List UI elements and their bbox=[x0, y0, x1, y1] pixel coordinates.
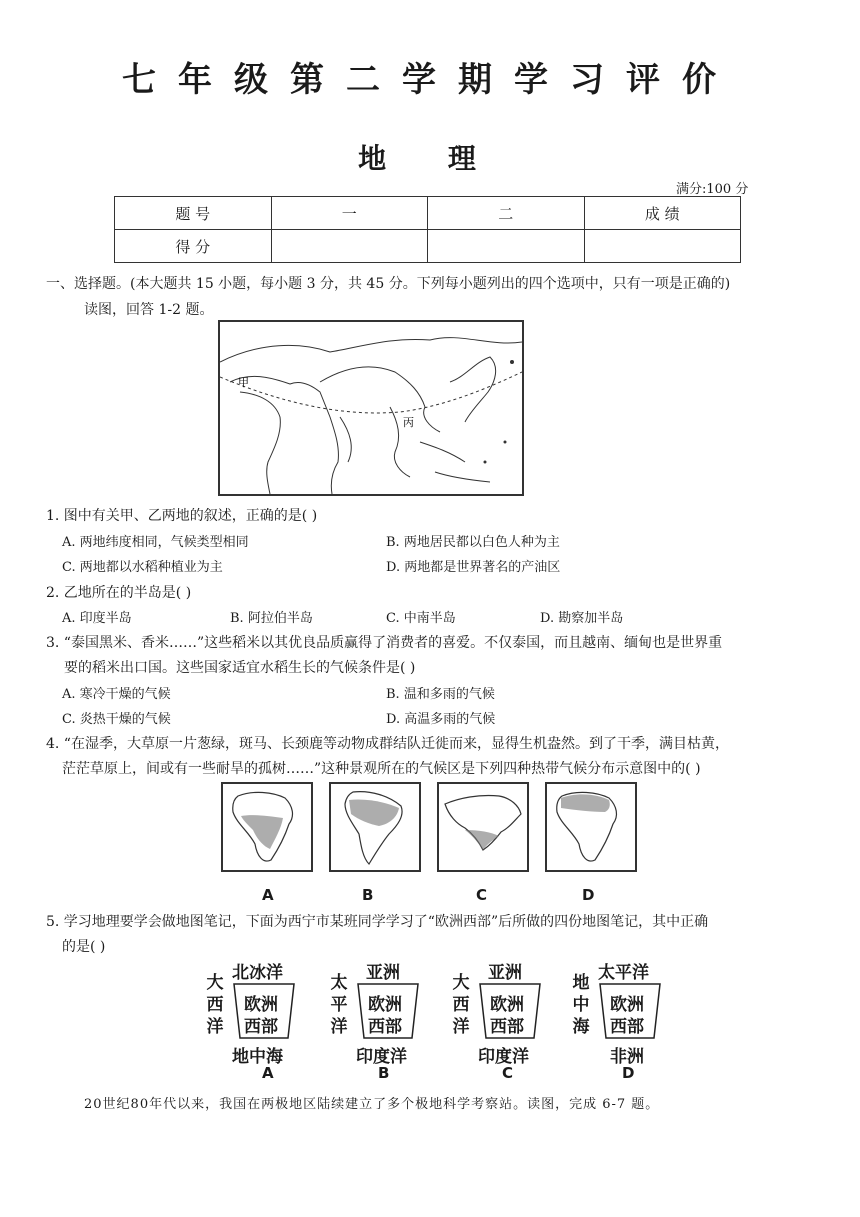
q5-stem-line2: 的是( ) bbox=[62, 939, 106, 955]
q2-option-b[interactable]: B. 阿拉伯半岛 bbox=[230, 611, 313, 626]
note-d-top: 太平洋 bbox=[598, 963, 649, 983]
note-c-center1: 欧洲 bbox=[490, 995, 524, 1015]
note-b-side: 太平洋 bbox=[330, 973, 348, 1037]
note-d-center2: 西部 bbox=[610, 1017, 644, 1037]
score-input-cell[interactable] bbox=[584, 230, 741, 263]
map-label-yi: 丙 bbox=[403, 416, 414, 429]
q2-stem: 2. 乙地所在的半岛是( ) bbox=[46, 585, 192, 601]
map-note-c bbox=[452, 958, 548, 1086]
note-c-center2: 西部 bbox=[490, 1017, 524, 1037]
q2-option-d[interactable]: D. 勘察加半岛 bbox=[540, 611, 624, 626]
q3-option-d[interactable]: D. 高温多雨的气候 bbox=[386, 712, 496, 727]
table-row bbox=[115, 230, 741, 263]
subject-title: 地 理 bbox=[358, 142, 502, 175]
table-row bbox=[115, 197, 741, 230]
asia-map-figure bbox=[220, 322, 522, 494]
note-a-label[interactable]: A bbox=[262, 1064, 274, 1082]
climate-map-c bbox=[437, 782, 529, 872]
note-b-bottom: 印度洋 bbox=[356, 1047, 407, 1067]
q1-option-b[interactable]: B. 两地居民都以白色人种为主 bbox=[386, 535, 560, 550]
note-b-center2: 西部 bbox=[368, 1017, 402, 1037]
climate-map-label-b[interactable]: B bbox=[362, 886, 374, 904]
q6-7-intro: 20世纪80年代以来，我国在两极地区陆续建立了多个极地科学考察站。读图，完成 6-7 题。 bbox=[84, 1097, 660, 1112]
q1-option-d[interactable]: D. 两地都是世界著名的产油区 bbox=[386, 560, 561, 575]
q3-option-b[interactable]: B. 温和多雨的气候 bbox=[386, 687, 495, 702]
note-c-side: 大西洋 bbox=[452, 973, 470, 1037]
full-score: 满分:100 分 bbox=[676, 182, 749, 197]
q5-stem-line1: 5. 学习地理要学会做地图笔记，下面为西宁市某班同学学习了“欧洲西部”后所做的四份地图笔记，其中正确 bbox=[46, 914, 709, 930]
note-a-center1: 欧洲 bbox=[244, 995, 278, 1015]
read-map-instruction: 读图，回答 1-2 题。 bbox=[84, 302, 214, 318]
q3-option-a[interactable]: A. 寒冷干燥的气候 bbox=[62, 687, 171, 702]
q1-stem: 1. 图中有关甲、乙两地的叙述，正确的是( ) bbox=[46, 508, 318, 524]
map-note-b bbox=[330, 958, 426, 1086]
q3-stem-line2: 要的稻米出口国。这些国家适宜水稻生长的气候条件是( ) bbox=[64, 660, 416, 676]
map-note-d bbox=[572, 958, 668, 1086]
climate-map-d bbox=[545, 782, 637, 872]
exam-title: 七年级第二学期学习评价 bbox=[122, 60, 738, 100]
note-c-label[interactable]: C bbox=[502, 1064, 514, 1082]
note-d-bottom: 非洲 bbox=[610, 1047, 644, 1067]
note-d-label[interactable]: D bbox=[622, 1064, 635, 1082]
note-a-center2: 西部 bbox=[244, 1017, 278, 1037]
table-cell: 题 号 bbox=[115, 197, 272, 230]
climate-map-label-a[interactable]: A bbox=[262, 886, 274, 904]
score-input-cell[interactable] bbox=[428, 230, 585, 263]
table-cell: 得 分 bbox=[115, 230, 272, 263]
q1-option-c[interactable]: C. 两地都以水稻种植业为主 bbox=[62, 560, 223, 575]
note-c-top: 亚洲 bbox=[488, 963, 522, 983]
note-d-side: 地中海 bbox=[572, 973, 590, 1037]
note-b-top: 亚洲 bbox=[366, 963, 400, 983]
note-b-center1: 欧洲 bbox=[368, 995, 402, 1015]
note-d-center1: 欧洲 bbox=[610, 995, 644, 1015]
note-a-top: 北冰洋 bbox=[232, 963, 283, 983]
climate-map-label-c[interactable]: C bbox=[476, 886, 488, 904]
climate-map-b bbox=[329, 782, 421, 872]
map-label-jia: 甲 bbox=[238, 376, 249, 389]
section-heading: 一、选择题。(本大题共 15 小题，每小题 3 分，共 45 分。下列每小题列出的四个选项中，只有一项是正确的) bbox=[46, 276, 731, 292]
table-cell: 二 bbox=[428, 197, 585, 230]
note-b-label[interactable]: B bbox=[378, 1064, 390, 1082]
table-cell: 成 绩 bbox=[584, 197, 741, 230]
note-a-bottom: 地中海 bbox=[232, 1047, 283, 1067]
score-table bbox=[114, 196, 741, 263]
q4-stem-line1: 4. “在湿季，大草原一片葱绿，斑马、长颈鹿等动物成群结队迁徙而来，显得生机盎然。到了干季，满目枯黄， bbox=[46, 736, 729, 752]
asia-map bbox=[218, 320, 524, 496]
q2-option-a[interactable]: A. 印度半岛 bbox=[62, 611, 132, 626]
q3-option-c[interactable]: C. 炎热干燥的气候 bbox=[62, 712, 171, 727]
score-input-cell[interactable] bbox=[271, 230, 428, 263]
table-cell: 一 bbox=[271, 197, 428, 230]
climate-map-a bbox=[221, 782, 313, 872]
note-a-side: 大西洋 bbox=[206, 973, 224, 1037]
q4-stem-line2: 茫茫草原上，间或有一些耐旱的孤树……”这种景观所在的气候区是下列四种热带气候分布示意图中的( ) bbox=[62, 761, 701, 777]
note-c-bottom: 印度洋 bbox=[478, 1047, 529, 1067]
map-note-a bbox=[206, 958, 302, 1086]
q2-option-c[interactable]: C. 中南半岛 bbox=[386, 611, 456, 626]
climate-map-label-d[interactable]: D bbox=[582, 886, 595, 904]
q3-stem-line1: 3. “泰国黑米、香米……”这些稻米以其优良品质赢得了消费者的喜爱。不仅泰国，而且越南、缅甸也是世界重 bbox=[46, 635, 723, 651]
q1-option-a[interactable]: A. 两地纬度相同，气候类型相同 bbox=[62, 535, 249, 550]
